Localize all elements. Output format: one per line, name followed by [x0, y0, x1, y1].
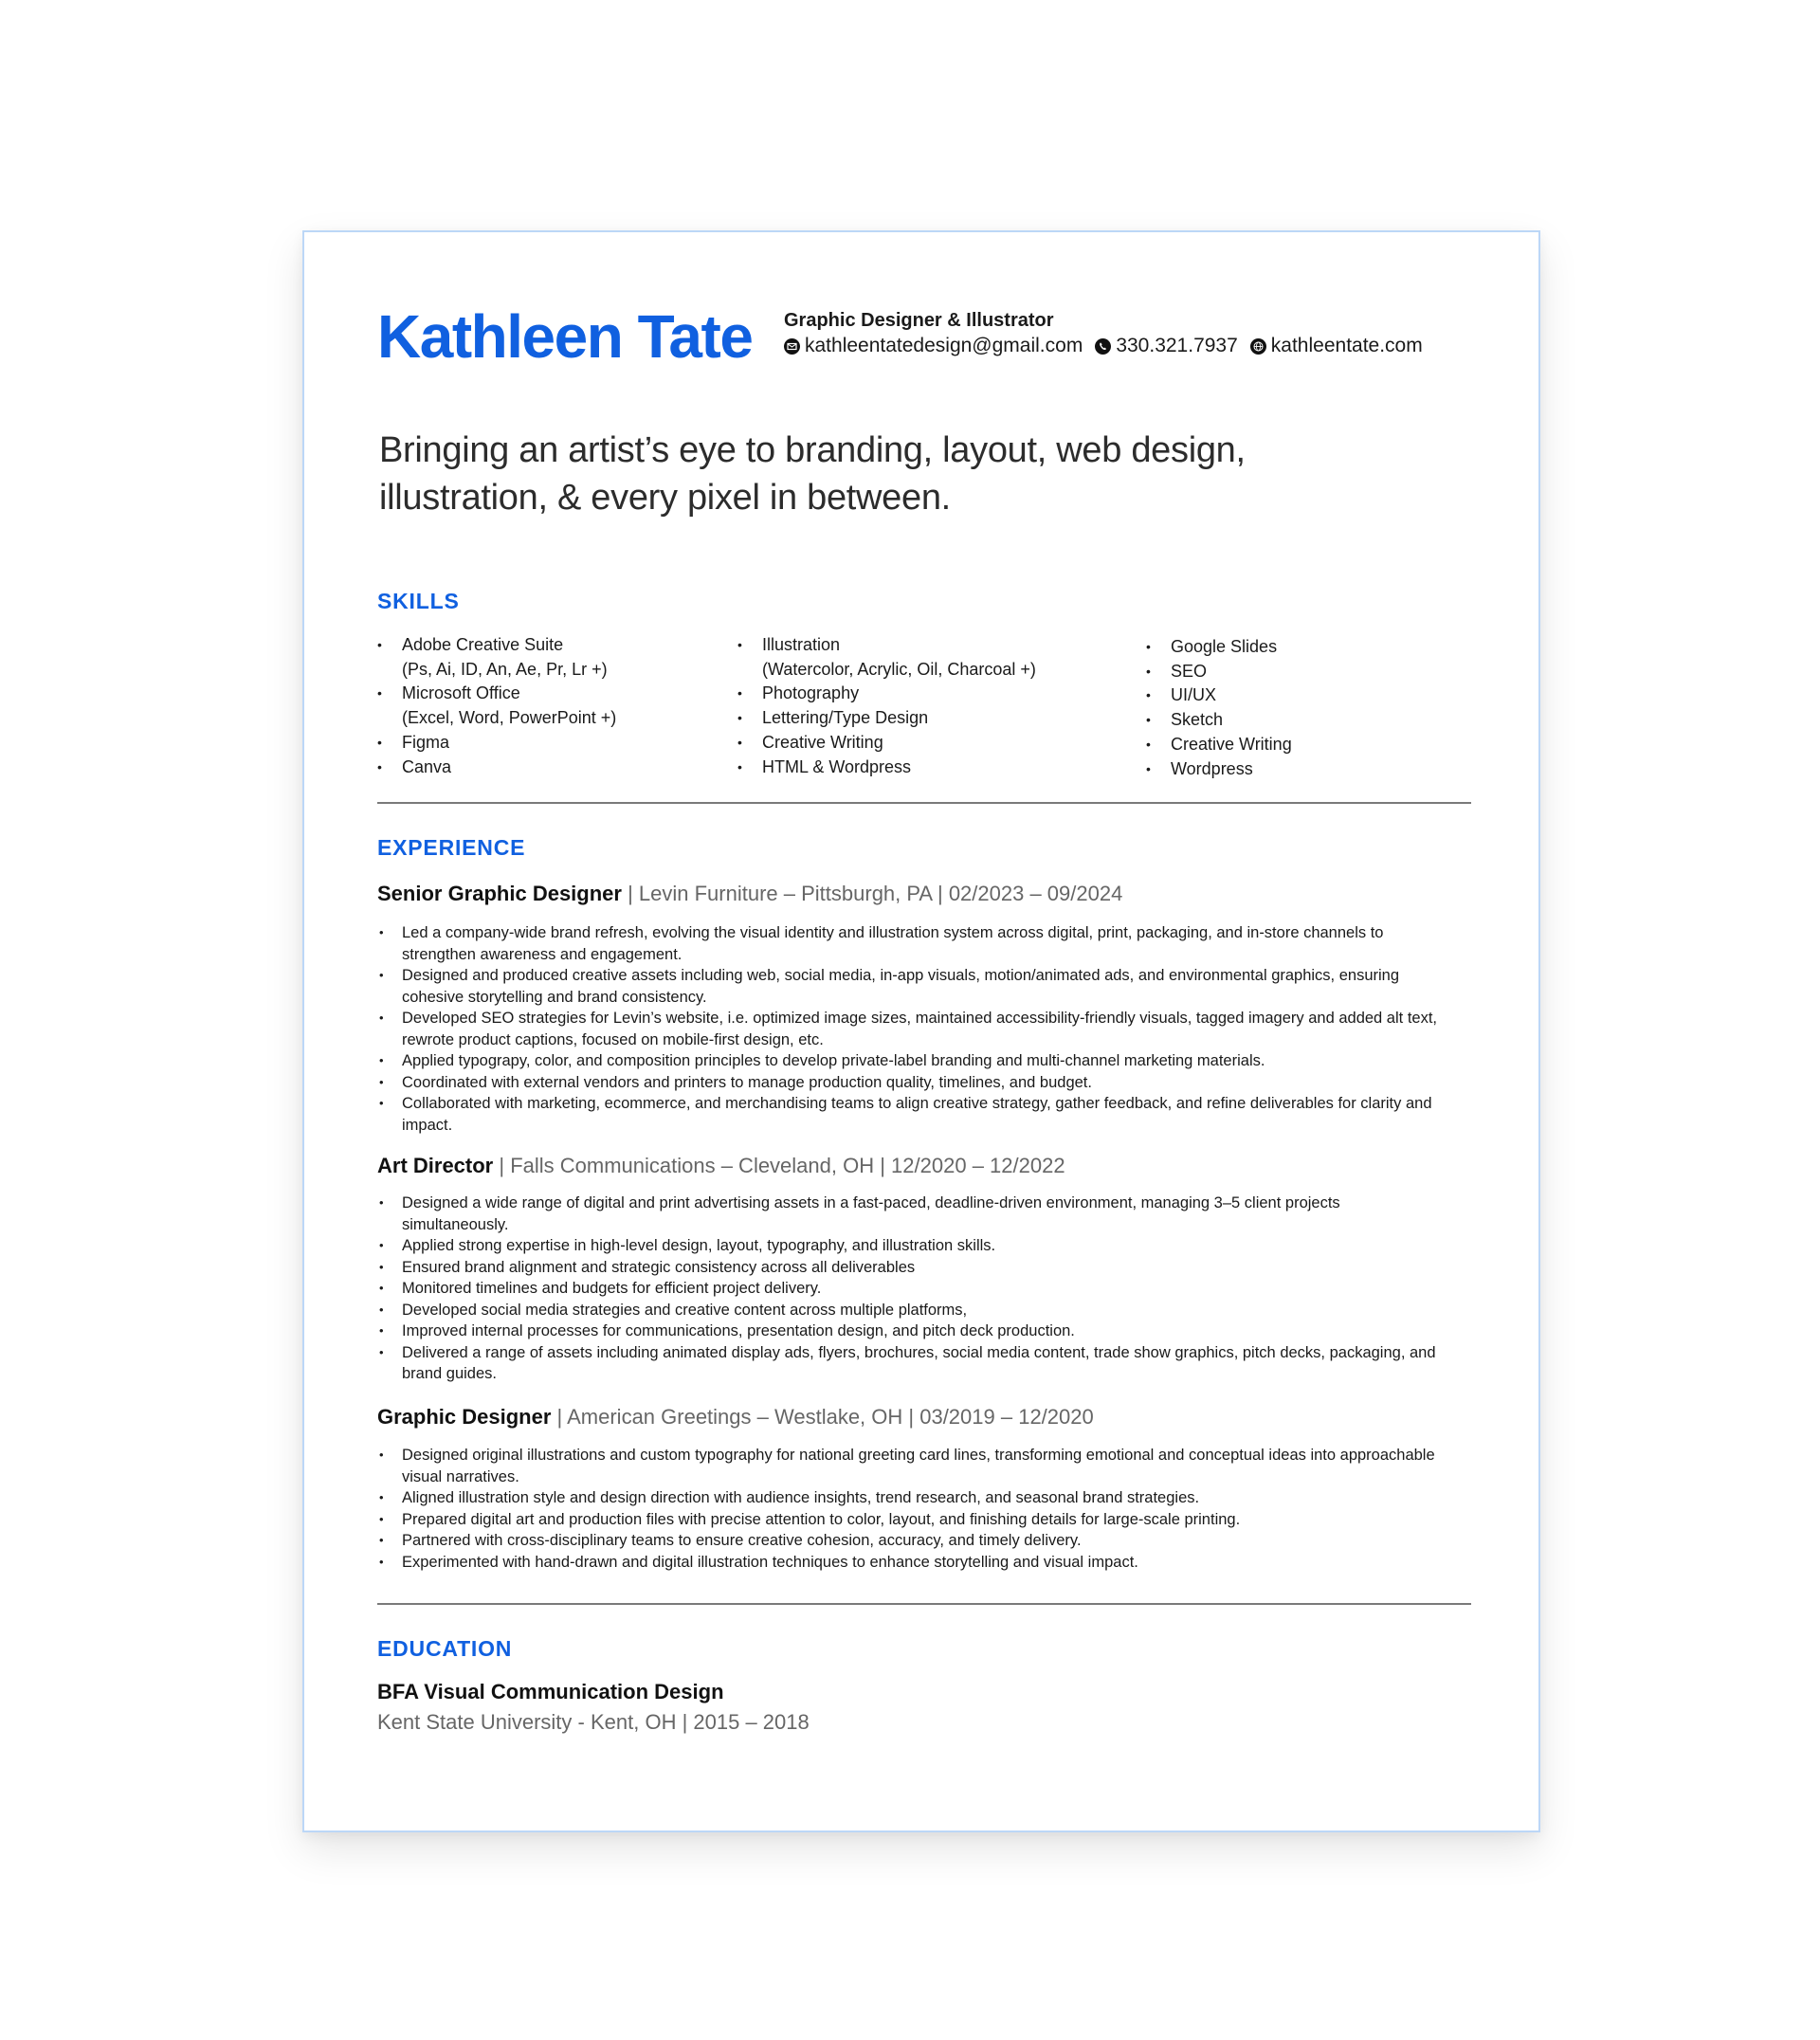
skill-item — [377, 682, 616, 730]
list-item: • Designed a wide range of digital and print advertising assets in a fast-paced, deadline-driven environment, managing 3–5 client projects simultaneously. — [377, 1193, 1448, 1235]
degree-title: BFA Visual Communication Design — [377, 1680, 724, 1703]
skill-item: • Wordpress — [1146, 757, 1292, 782]
skill-item — [377, 633, 616, 682]
list-item: • Collaborated with marketing, ecommerce, and merchandising teams to align creative strategy, gather feedback, and refine deliverables for clarity and impact. — [377, 1093, 1448, 1136]
list-item: • Led a company-wide brand refresh, evolving the visual identity and illustration system across digital, print, packaging, and in-store channels to strengthen awareness and engagement. — [377, 922, 1448, 965]
skill-sublabel: (Watercolor, Acrylic, Oil, Charcoal +) — [762, 659, 1036, 679]
list-item: • Developed social media strategies and creative content across multiple platforms, — [377, 1300, 1448, 1321]
skill-label: Microsoft Office — [402, 683, 520, 703]
candidate-name: Kathleen Tate — [377, 302, 753, 371]
divider — [377, 1603, 1471, 1605]
skill-item: • Figma — [377, 731, 616, 756]
job-heading — [377, 1403, 1094, 1431]
skill-item: • Canva — [377, 756, 616, 780]
list-item: • Applied strong expertise in high-level design, layout, typography, and illustration skills. — [377, 1235, 1448, 1257]
resume-header — [377, 299, 1471, 374]
skill-item: • UI/UX — [1146, 683, 1292, 708]
job-meta: | Falls Communications – Cleveland, OH | 12/2020 – 12/2022 — [493, 1154, 1065, 1177]
skill-item: • Creative Writing — [1146, 733, 1292, 757]
job-heading — [377, 1152, 1065, 1180]
education-heading: EDUCATION — [377, 1636, 513, 1661]
job-heading — [377, 880, 1122, 908]
job-bullets — [377, 922, 1448, 1136]
title-contact-block — [784, 308, 1435, 359]
skills-list — [377, 633, 1471, 778]
list-item: • Improved internal processes for communications, presentation design, and pitch deck production. — [377, 1321, 1448, 1342]
experience-heading: EXPERIENCE — [377, 835, 526, 860]
job-meta: | Levin Furniture – Pittsburgh, PA | 02/2023 – 09/2024 — [621, 882, 1123, 905]
job-role: Graphic Designer — [377, 1405, 552, 1429]
list-item: • Monitored timelines and budgets for efficient project delivery. — [377, 1278, 1448, 1300]
email-icon — [784, 338, 800, 355]
list-item: • Designed original illustrations and custom typography for national greeting card lines, transforming emotional and conceptual ideas into approachable visual narratives. — [377, 1445, 1448, 1487]
list-item: • Coordinated with external vendors and printers to manage production quality, timelines, and budget. — [377, 1072, 1448, 1094]
tagline-line-2: illustration, & every pixel in between. — [379, 478, 951, 518]
skill-item: • Lettering/Type Design — [737, 706, 1036, 731]
list-item: • Ensured brand alignment and strategic consistency across all deliverables — [377, 1257, 1448, 1279]
skill-item: • SEO — [1146, 660, 1292, 684]
skill-sublabel: (Excel, Word, PowerPoint +) — [402, 708, 617, 728]
contact-row — [784, 333, 1435, 359]
skill-item: • Creative Writing — [737, 731, 1036, 756]
job-role: Senior Graphic Designer — [377, 882, 622, 905]
skills-heading: SKILLS — [377, 589, 460, 613]
list-item: • Delivered a range of assets including animated display ads, flyers, brochures, social media content, trade show graphics, pitch decks, packaging, and brand guides. — [377, 1342, 1448, 1385]
email-text: kathleentatedesign@gmail.com — [805, 335, 1083, 356]
job-bullets — [377, 1193, 1448, 1385]
tagline — [379, 427, 1327, 521]
list-item: • Designed and produced creative assets including web, social media, in-app visuals, motion/animated ads, and environmental graphics, ensuring cohesive storytelling and brand consistency. — [377, 965, 1448, 1008]
list-item: • Applied typograpy, color, and composition principles to develop private-label branding and multi-channel marketing materials. — [377, 1050, 1448, 1072]
website-text: kathleentate.com — [1270, 335, 1423, 356]
skills-column-1 — [377, 633, 616, 779]
skill-label: Illustration — [762, 635, 841, 654]
job-meta: | American Greetings – Westlake, OH | 03/2019 – 12/2020 — [551, 1405, 1094, 1429]
tagline-line-1: Bringing an artist’s eye to branding, layout, web design, — [379, 430, 1246, 470]
skill-item: • Google Slides — [1146, 635, 1292, 660]
skill-item: • Photography — [737, 682, 1036, 706]
email-contact[interactable] — [784, 333, 1083, 359]
list-item: • Prepared digital art and production files with precise attention to color, layout, and finishing details for large-scale printing. — [377, 1509, 1448, 1531]
job-role: Art Director — [377, 1154, 494, 1177]
phone-text: 330.321.7937 — [1116, 335, 1238, 356]
phone-contact[interactable] — [1095, 333, 1237, 359]
skill-item: • Sketch — [1146, 708, 1292, 733]
job-bullets — [377, 1445, 1448, 1573]
phone-icon — [1095, 338, 1111, 355]
divider — [377, 802, 1471, 804]
list-item: • Developed SEO strategies for Levin’s website, i.e. optimized image sizes, maintained accessibility-friendly visuals, tagged imagery and added alt text, rewrote product captions, focused on mobile-first design, etc. — [377, 1008, 1448, 1050]
list-item: • Aligned illustration style and design direction with audience insights, trend research, and seasonal brand strategies. — [377, 1487, 1448, 1509]
globe-icon — [1250, 338, 1266, 355]
list-item: • Experimented with hand-drawn and digital illustration techniques to enhance storytelling and visual impact. — [377, 1552, 1448, 1574]
list-item: • Partnered with cross-disciplinary teams to ensure creative cohesion, accuracy, and timely delivery. — [377, 1530, 1448, 1552]
skill-sublabel: (Ps, Ai, ID, An, Ae, Pr, Lr +) — [402, 659, 608, 679]
skills-column-2 — [737, 633, 1036, 779]
website-contact[interactable] — [1250, 333, 1423, 359]
skill-item: • HTML & Wordpress — [737, 756, 1036, 780]
resume-page — [302, 230, 1540, 1832]
skills-column-3 — [1146, 635, 1292, 781]
school-line: Kent State University - Kent, OH | 2015 – 2018 — [377, 1710, 810, 1734]
skill-item — [737, 633, 1036, 682]
skill-label: Adobe Creative Suite — [402, 635, 564, 654]
job-title: Graphic Designer & Illustrator — [784, 310, 1054, 331]
